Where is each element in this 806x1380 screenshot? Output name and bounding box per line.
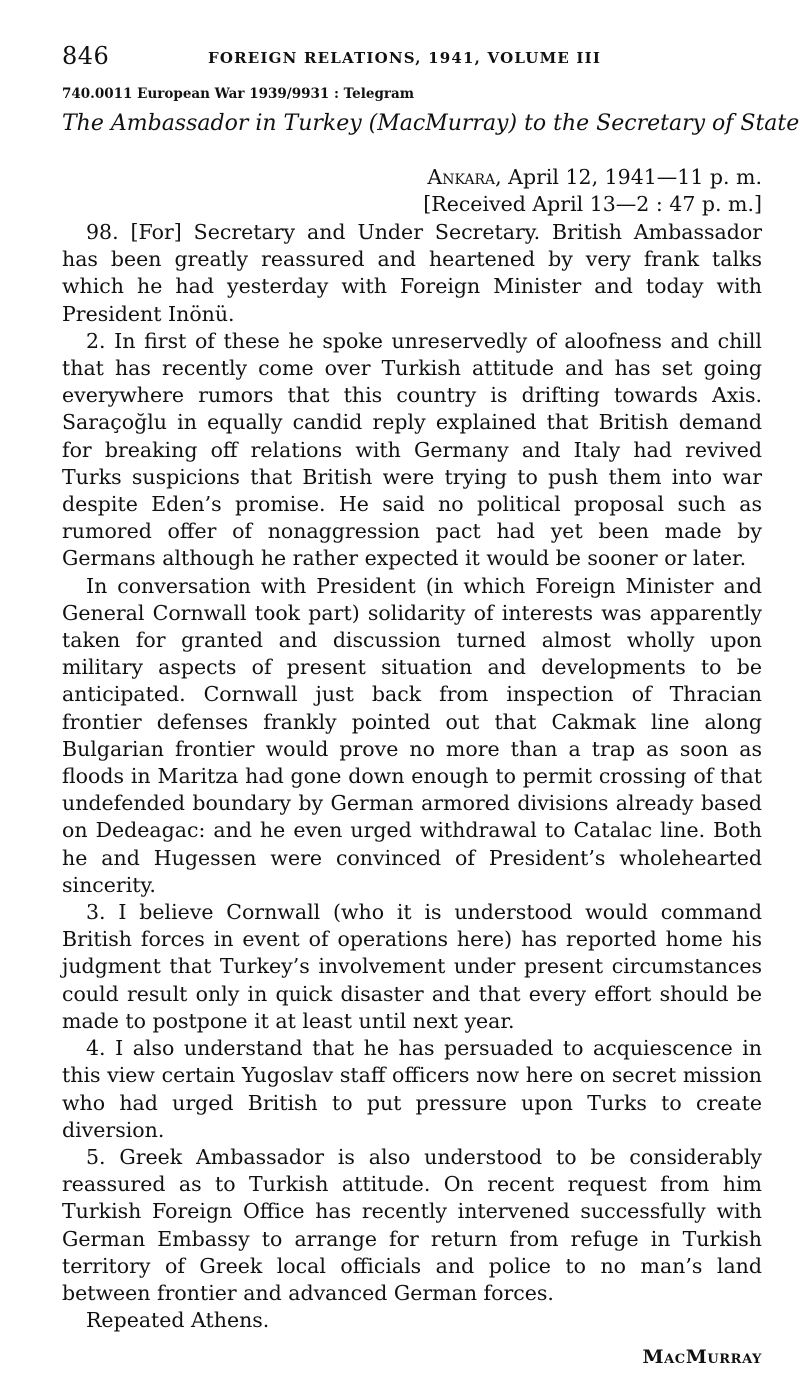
paragraph-4: 4. I also understand that he has persuaded to acquiescence in this view certain Yugoslav staff officers now here on secret mission who had urged British to put pressure upon Turks to create diversion. — [62, 1036, 762, 1142]
paragraph-2: 2. In first of these he spoke unreservedly of aloofness and chill that has recently come over Turkish attitude and has set going everywhere rumors that this country is drifting towards Axis. Saraçoğlu in equally candid reply explained that British demand for breaking off relations with Germany and Italy had revived Turks suspicions that British were trying to push them into war despite Eden’s promise. He said no political proposal such as rumored offer of nonaggression pact had yet been made by Germans although he rather expected it would be sooner or later. — [62, 328, 762, 571]
signature: MacMurray — [642, 1346, 762, 1369]
running-title: FOREIGN RELATIONS, 1941, VOLUME III — [208, 49, 602, 67]
paragraph-3: 3. I believe Cornwall (who it is understood would command British forces in event of operations here) has reported home his judgment that Turkey’s involvement under present circumstances could result only in quick disaster and that every effort should be made to postpone it at least until next year. — [62, 900, 762, 1033]
place-name: Ankara — [427, 165, 496, 189]
paragraph-conversation: In conversation with President (in which Foreign Minister and General Cornwall took part) solidarity of interests was apparently taken for granted and discussion turned almost wholly upon military aspects of present situation and developments to be anticipated. Cornwall just back from inspection of Thracian frontier defenses frankly pointed out that Cakmak line along Bulgarian frontier would prove no more than a trap as soon as floods in Maritza had gone down enough to permit crossing of that undefended boundary by German armored divisions already based on Dedeagac: and he even urged withdrawal to Catalac line. Both he and Hugessen were convinced of President’s wholehearted sincerity. — [62, 573, 762, 897]
dateline — [62, 164, 762, 218]
sent-line — [62, 164, 762, 191]
received-line: [Received April 13—2 : 47 p. m.] — [423, 192, 762, 216]
document-title: The Ambassador in Turkey (MacMurray) to the Secretary of State — [62, 111, 800, 136]
paragraph-5: 5. Greek Ambassador is also understood to be considerably reassured as to Turkish attitude. On recent request from him Turkish Foreign Office has recently intervened successfully with German Embassy to arrange for return from refuge in Turkish territory of Greek local officials and police to no man’s land between frontier and advanced German forces. — [62, 1144, 762, 1305]
sent-date-time: , April 12, 1941—11 p. m. — [495, 165, 762, 189]
paragraph-repeated: Repeated Athens. — [86, 1308, 270, 1333]
file-reference: 740.0011 European War 1939/9931 : Telegram — [62, 86, 415, 102]
telegram-body — [62, 219, 762, 1334]
document-page — [62, 36, 800, 1369]
page-number: 846 — [62, 42, 110, 70]
running-header — [62, 36, 762, 80]
paragraph-98: 98. [For] Secretary and Under Secretary. British Ambassador has been greatly reassured and heartened by very frank talks which he had yesterday with Foreign Minister and today with President Inönü. — [62, 220, 762, 326]
